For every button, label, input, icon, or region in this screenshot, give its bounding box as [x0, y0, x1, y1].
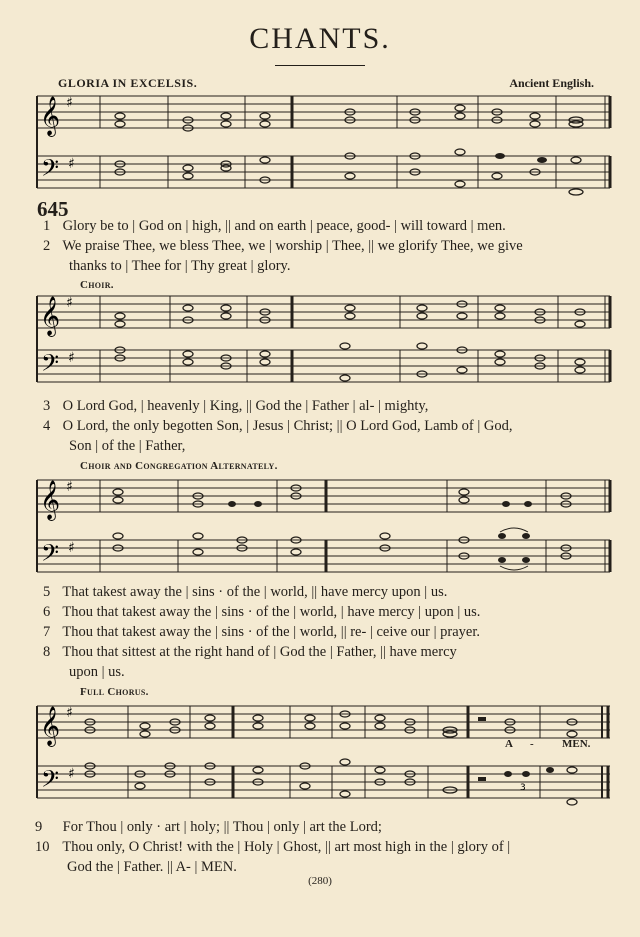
- amen-dash: -: [530, 738, 534, 750]
- svg-text:♯: ♯: [68, 350, 75, 366]
- verse-8: 8 Thou that sittest at the right hand of | God the | Father, || have mercy: [43, 644, 457, 660]
- amen-men: MEN.: [562, 738, 591, 750]
- verse-4-cont: Son | of the | Father,: [69, 438, 186, 454]
- page-number: (280): [308, 875, 332, 887]
- verse-3: 3 O Lord God, | heavenly | King, || God the | Father | al- | mighty,: [43, 398, 429, 414]
- verse-2: 2 We praise Thee, we bless Thee, we | worship | Thee, || we glorify Thee, we give: [43, 238, 523, 254]
- music-system-2: [0, 280, 640, 395]
- bass-clef-icon: 𝄢: [41, 349, 60, 382]
- verse-8-cont: upon | us.: [69, 664, 125, 680]
- verse-1: 1 Glory be to | God on | high, || and on earth | peace, good- | will toward | men.: [43, 218, 506, 234]
- svg-text:♯: ♯: [66, 479, 73, 495]
- verse-2-cont: thanks to | Thee for | Thy great | glory.: [69, 258, 291, 274]
- verses-block-4: [35, 817, 613, 877]
- verses-block-2: [43, 396, 613, 456]
- svg-text:♯: ♯: [66, 705, 73, 721]
- verse-9: 9 For Thou | only · art | holy; || Thou | only | art the Lord;: [35, 819, 382, 835]
- composer: Ancient English.: [509, 76, 594, 90]
- verse-6: 6 Thou that takest away the | sins · of the | world, | have mercy | upon | us.: [43, 604, 481, 620]
- verse-10-cont: God the | Father. || A- | MEN.: [67, 859, 237, 875]
- hymn-number: 645: [37, 197, 69, 221]
- page-title: CHANTS.: [249, 22, 391, 55]
- bass-clef-icon: 𝄢: [41, 539, 60, 572]
- verse-4: 4 O Lord, the only begotten Son, | Jesus | Christ; || O Lord God, Lamb of | God,: [43, 418, 513, 434]
- amen-a: A: [505, 738, 513, 750]
- rest-icon: [478, 717, 486, 721]
- bass-staff-1: [37, 156, 610, 188]
- verse-10: 10 Thou only, O Christ! with the | Holy | Ghost, || art most high in the | glory of |: [35, 839, 511, 855]
- svg-text:♯: ♯: [68, 766, 75, 782]
- treble-clef-icon: 𝄞: [40, 480, 61, 520]
- svg-text:♯: ♯: [68, 156, 75, 172]
- direction-full-chorus: Full Chorus.: [80, 686, 149, 698]
- chant-title: GLORIA IN EXCELSIS.: [58, 76, 198, 90]
- treble-staff-1: [37, 96, 610, 128]
- music-system-1: [0, 0, 640, 210]
- treble-clef-icon: 𝄞: [40, 706, 61, 746]
- treble-clef-icon: 𝄞: [40, 296, 61, 336]
- verses-block-1: [43, 216, 613, 276]
- verse-7: 7 Thou that takest away the | sins · of the | world, || re- | ceive our | prayer.: [43, 624, 481, 640]
- direction-choir: Choir.: [80, 279, 114, 291]
- verse-5: 5 That takest away the | sins · of the | world, || have mercy upon | us.: [43, 584, 448, 600]
- music-system-4: [0, 690, 640, 815]
- svg-text:♯: ♯: [68, 540, 75, 556]
- verses-block-3: [43, 582, 613, 682]
- svg-text:♯: ♯: [66, 95, 73, 111]
- music-system-3: [0, 462, 640, 582]
- treble-clef-icon: 𝄞: [40, 96, 61, 136]
- bass-clef-icon: 𝄢: [41, 765, 60, 798]
- svg-text:3: 3: [520, 783, 526, 793]
- svg-text:♯: ♯: [66, 295, 73, 311]
- direction-alternately: Choir and Congregation Alternately.: [80, 460, 278, 472]
- bass-clef-icon: 𝄢: [41, 154, 60, 187]
- notes-1: [115, 105, 583, 195]
